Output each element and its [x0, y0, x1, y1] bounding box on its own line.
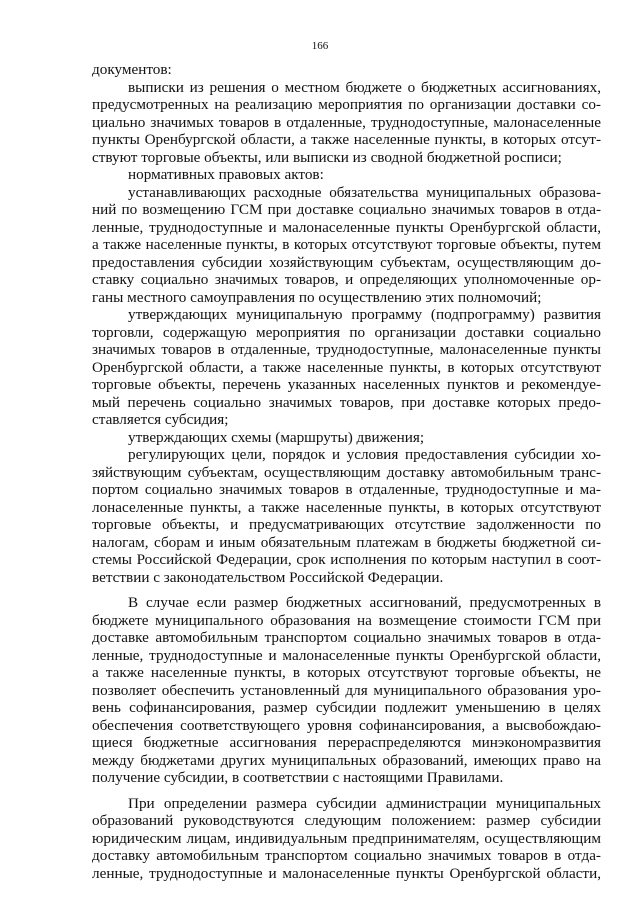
text-line: утверждающих муниципальную программу (подпрограмму) развития [128, 306, 601, 323]
text-line: ленные, труднодоступные и малонаселенные пункты Оренбургской области, [92, 218, 601, 236]
text-line: доставке автомобильным транспортом социально значимых товаров в отда- [92, 629, 601, 646]
text-line: а также населенные пункты, в которых отсутствуют торговые объекты, путем [92, 236, 601, 253]
text-line: пункты Оренбургской области, а также населенные пункты, в которых отсут- [92, 131, 601, 148]
text-line: документов: [92, 61, 172, 78]
text-line: юридическим лицам, индивидуальным предпринимателям, осуществляющим [92, 829, 601, 847]
text-line: нормативных правовых актов: [128, 166, 324, 183]
text-line: В случае если размер бюджетных ассигнований, предусмотренных в [128, 594, 601, 611]
text-line: торговли, содержащую мероприятия по организации доставки социально [92, 323, 601, 341]
text-line: между бюджетами других муниципальных образований, имеющих право на [92, 751, 601, 769]
text-line: вень софинансирования, размер субсидии подлежит уменьшению в целях [92, 699, 601, 716]
text-line: торговые объекты, и предусматривающих отсутствие задолженности по [92, 516, 601, 533]
text-line: Оренбургской области, а также населенные пункты, в которых отсутствуют [92, 358, 601, 376]
text-line: утверждающих схемы (маршруты) движения; [128, 428, 425, 446]
text-line: ветствии с законодательством Российской Федерации. [92, 568, 444, 586]
text-line: стемы Российской Федерации, срок исполнения по которым наступил в соот- [92, 551, 601, 568]
text-line: устанавливающих расходные обязательства муниципальных образова- [128, 183, 601, 201]
text-line: торговые объекты, перечень указанных населенных пунктов и рекомендуе- [92, 376, 601, 393]
text-line: образований руководствуются следующим положением: размер субсидии [92, 812, 601, 829]
text-line: При определении размера субсидии администрации муниципальных [128, 794, 601, 812]
text-line: циально значимых товаров в отдаленные, труднодоступные, малонаселенные [92, 113, 601, 131]
text-line: налогам, сборам и иным обязательным платежам в бюджеты бюджетной си- [92, 533, 601, 551]
text-line: значимых товаров в отдаленные, труднодоступные, малонаселенные пункты [92, 341, 601, 358]
text-line: лонаселенные пункты, а также населенные пункты, в которых отсутствуют [92, 498, 601, 516]
text-line: ленные, труднодоступные и малонаселенные пункты Оренбургской области, [92, 646, 601, 664]
text-line: обеспечения соответствующего уровня софинансирования, а высвобождаю- [92, 716, 601, 734]
text-line: бюджете муниципального образования на возмещение стоимости ГСМ при [92, 611, 601, 629]
paragraph-gap [92, 586, 601, 594]
text-line: ганы местного самоуправления по осуществлению этих полномочий; [92, 288, 542, 306]
body-text [92, 61, 601, 882]
text-line: ставляется субсидия; [92, 411, 229, 428]
text-line: получение субсидии, в соответствии с настоящими Правилами. [92, 769, 504, 786]
text-line: щиеся бюджетные ассигнования перераспределяются минэкономразвития [92, 734, 601, 751]
text-line: предусмотренных на реализацию мероприятия по организации доставки со- [92, 96, 601, 113]
text-line: а также населенные пункты, в которых отсутствуют торговые объекты, не [92, 664, 601, 681]
text-line: зяйствующим субъектам, осуществляющим доставку автомобильным транс- [92, 463, 601, 481]
text-line: ствуют торговые объекты, или выписки из сводной бюджетной росписи; [92, 148, 562, 166]
text-line: ставку социально значимых товаров, и определяющих уполномоченные ор- [92, 271, 601, 288]
text-line: позволяет обеспечить установленный для муниципального образования уро- [92, 681, 601, 699]
text-line: предоставления субсидии хозяйствующим субъектам, осуществляющим до- [92, 253, 601, 271]
text-line: мый перечень социально значимых товаров, при доставке которых предо- [92, 393, 601, 411]
page-number: 166 [311, 40, 329, 52]
text-line: портом социально значимых товаров в отдаленные, труднодоступные и ма- [92, 481, 601, 498]
text-line: доставку автомобильным транспортом социально значимых товаров в отда- [92, 847, 601, 864]
text-line: регулирующих цели, порядок и условия предоставления субсидии хо- [128, 446, 601, 463]
text-line: выписки из решения о местном бюджете о бюджетных ассигнованиях, [128, 78, 601, 96]
paragraph-gap [92, 787, 601, 795]
text-line: ний по возмещению ГСМ при доставке социально значимых товаров в отда- [92, 201, 601, 218]
text-line: ленные, труднодоступные и малонаселенные пункты Оренбургской области, [92, 864, 601, 882]
